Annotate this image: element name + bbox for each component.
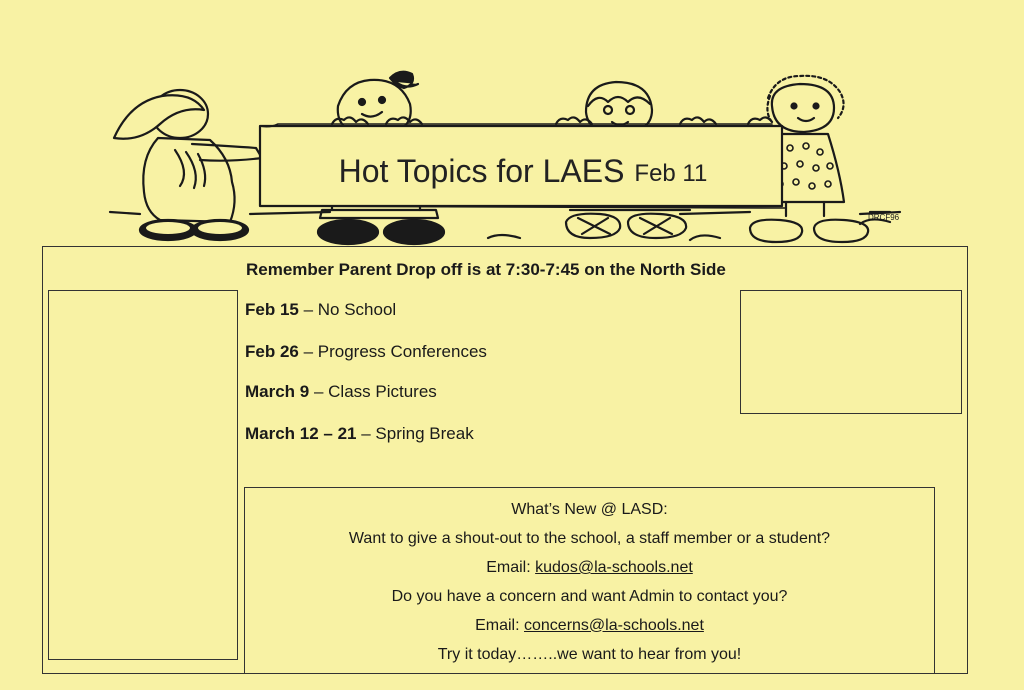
- event-description: Spring Break: [375, 424, 474, 443]
- event-item: March 12 – 21 – Spring Break: [245, 424, 474, 443]
- right-empty-box: [740, 290, 962, 414]
- dropoff-notice: Remember Parent Drop off is at 7:30-7:45 on the North Side: [246, 260, 726, 279]
- event-item: Feb 15 – No School: [245, 300, 397, 319]
- shoutout-question: Want to give a shout-out to the school, a staff member or a student?: [348, 530, 831, 548]
- hands-on-sign: [332, 117, 772, 124]
- event-description: Progress Conferences: [317, 342, 487, 361]
- event-description: No School: [317, 300, 397, 319]
- title-text: Hot Topics for LAES: [338, 152, 625, 189]
- kudos-email-line: Email: kudos@la-schools.net: [486, 559, 693, 577]
- news-heading: What’s New @ LASD:: [511, 501, 668, 519]
- title-date: Feb 11: [634, 160, 708, 187]
- event-date: Feb 15: [245, 300, 299, 319]
- kudos-email-link[interactable]: kudos@la-schools.net: [535, 559, 693, 577]
- closing-line: Try it today……..we want to hear from you!: [437, 645, 742, 663]
- event-item: Feb 26 – Progress Conferences: [245, 342, 487, 361]
- event-date: Feb 26: [245, 342, 299, 361]
- event-description: Class Pictures: [328, 382, 437, 401]
- event-date: March 12 – 21: [245, 424, 357, 443]
- left-empty-box: [48, 290, 238, 660]
- concerns-email-link[interactable]: concerns@la-schools.net: [524, 616, 704, 634]
- event-item: March 9 – Class Pictures: [245, 382, 437, 401]
- artist-signature: DRCF96: [868, 213, 900, 222]
- whats-new-box: [244, 487, 935, 674]
- concern-question: Do you have a concern and want Admin to contact you?: [391, 587, 788, 605]
- event-date: March 9: [245, 382, 310, 401]
- concerns-email-line: Email: concerns@la-schools.net: [475, 616, 704, 634]
- newsletter-title: [268, 140, 778, 202]
